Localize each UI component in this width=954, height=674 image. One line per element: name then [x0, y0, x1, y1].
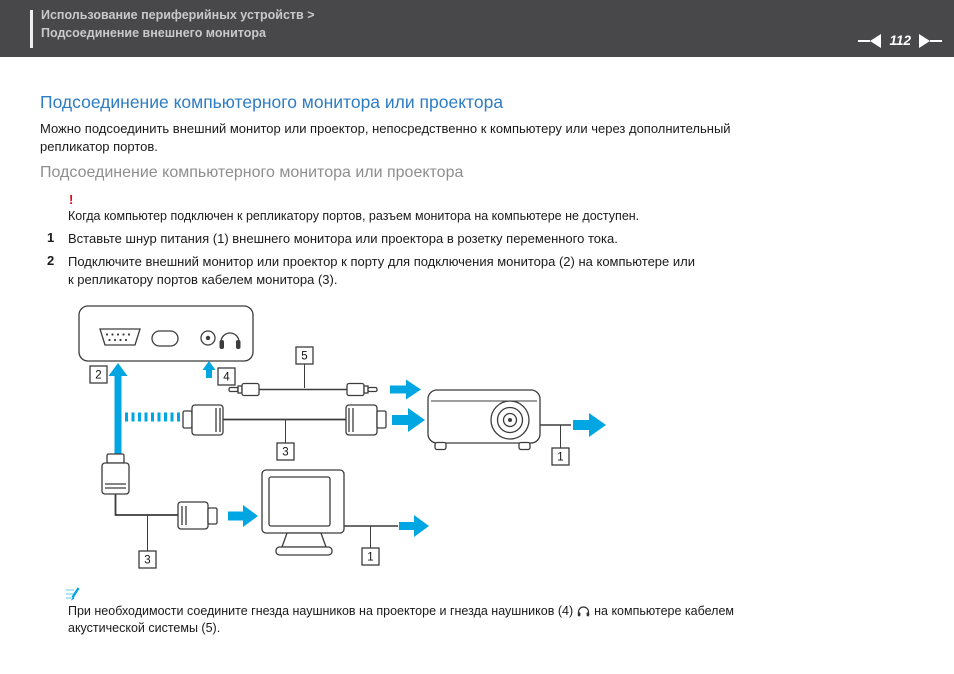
page-title: Подсоединение компьютерного монитора или проектора	[40, 92, 504, 112]
breadcrumb-current[interactable]: Подсоединение внешнего монитора	[41, 26, 266, 40]
next-page-button[interactable]	[919, 34, 942, 48]
monitor-cable-monitor	[102, 454, 217, 529]
step-1-text: Вставьте шнур питания (1) внешнего монитора или проектора в розетку переменного тока.	[68, 231, 618, 246]
label-cable-to-monitor	[139, 551, 156, 568]
note-before-icon: При необходимости соедините гнезда наушников на проекторе и гнезда наушников (4)	[68, 604, 574, 618]
headphones-inline-icon	[577, 605, 590, 617]
step-2-line-1: Подключите внешний монитор или проектор к порту для подключения монитора (2) на компьютере или	[68, 254, 695, 269]
label-speaker-cable	[296, 347, 313, 364]
step-1-number: 1	[47, 230, 55, 245]
prev-page-tail-icon	[858, 40, 870, 42]
connection-diagram	[78, 298, 638, 570]
intro-line-2: репликатор портов.	[40, 138, 158, 154]
arrow-video-to-projector	[392, 408, 425, 432]
arrow-cable-to-monitor	[228, 505, 258, 527]
arrow-up-headphones-jack	[203, 361, 216, 378]
arrow-up-monitor-port	[109, 363, 128, 455]
next-page-tail-icon	[930, 40, 942, 42]
step-2-line-2: к репликатору портов кабелем монитора (3).	[68, 272, 338, 287]
svg-text:1: 1	[557, 451, 564, 464]
svg-text:4: 4	[223, 371, 230, 384]
warning-text: Когда компьютер подключен к репликатору портов, разъем монитора на компьютере не доступен.	[68, 209, 640, 223]
next-page-icon	[919, 34, 930, 48]
arrow-audio-to-projector	[390, 380, 421, 400]
note-line-2: акустической системы (5).	[68, 621, 221, 635]
breadcrumb-section[interactable]: Использование периферийных устройств >	[41, 8, 315, 22]
monitor-cable-projector	[183, 405, 386, 435]
monitor	[262, 470, 344, 555]
label-headphones-jack	[218, 368, 235, 385]
step-2-text	[68, 253, 695, 289]
prev-page-button[interactable]	[858, 34, 881, 48]
intro-line-1: Можно подсоединить внешний монитор или проектор, непосредственно к компьютеру или через дополнительный	[40, 121, 731, 136]
computer-ports-panel	[79, 306, 253, 361]
svg-text:2: 2	[95, 369, 102, 382]
step-2-number: 2	[47, 253, 55, 268]
svg-text:3: 3	[282, 446, 289, 459]
page-navigation	[858, 33, 942, 48]
warning-icon: !	[69, 192, 74, 207]
arrow-power-projector	[573, 413, 606, 437]
label-monitor-port	[90, 366, 107, 383]
svg-text:5: 5	[301, 350, 308, 363]
header-accent-bar	[30, 10, 33, 48]
label-power-projector	[552, 448, 569, 465]
speaker-cable	[229, 384, 377, 396]
header-bar	[0, 0, 954, 57]
arrow-power-monitor	[399, 515, 429, 537]
label-power-monitor	[362, 548, 379, 565]
prev-page-icon	[870, 34, 881, 48]
note-text	[68, 603, 898, 637]
section-subtitle: Подсоединение компьютерного монитора или проектора	[40, 164, 464, 181]
svg-text:1: 1	[367, 551, 374, 564]
intro-paragraph	[40, 120, 731, 155]
note-after-icon: на компьютере кабелем	[594, 604, 734, 618]
svg-text:3: 3	[144, 554, 151, 567]
label-cable-to-projector	[277, 443, 294, 460]
page-number: 112	[889, 33, 911, 48]
projector	[428, 390, 540, 450]
